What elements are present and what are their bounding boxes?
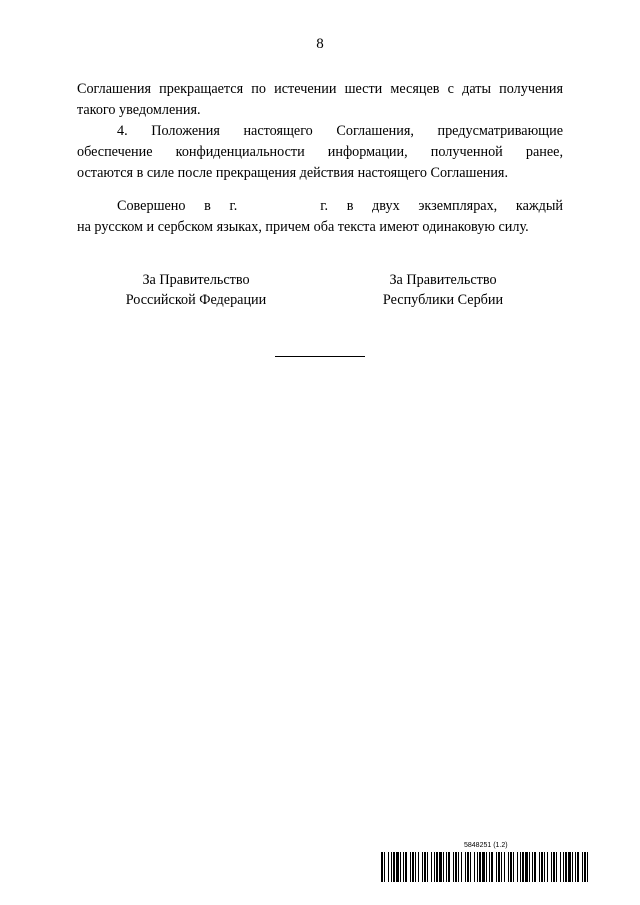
signature-russia: [108, 270, 284, 310]
signature-party: Российской Федерации: [125, 292, 267, 308]
text-line: [77, 196, 563, 217]
page-number: 8: [316, 36, 324, 52]
paragraph-done-at: [77, 196, 563, 238]
separator-line: [275, 356, 365, 357]
barcode-number: 5848251 (1.2): [464, 842, 508, 849]
signature-serbia: [355, 270, 531, 310]
paragraph-confidentiality: [77, 121, 563, 184]
signature-party: Республики Сербии: [382, 292, 504, 308]
signature-label: За Правительство: [389, 272, 497, 288]
text-line: остаются в силе после прекращения действия настоящего Соглашения.: [77, 165, 508, 181]
done-at-left: Совершено в г.: [117, 198, 238, 214]
paragraph-termination: [77, 79, 563, 121]
done-at-right: г. в двух экземплярах, каждый: [320, 198, 564, 214]
text-line: 4. Положения настоящего Соглашения, предусматривающие: [117, 123, 563, 139]
barcode: [381, 852, 589, 882]
text-line: на русском и сербском языках, причем оба текста имеют одинаковую силу.: [77, 219, 529, 235]
signature-label: За Правительство: [142, 272, 250, 288]
text-line: обеспечение конфиденциальности информации, полученной ранее,: [77, 144, 563, 160]
document-body: [77, 79, 563, 184]
text-line: Соглашения прекращается по истечении шести месяцев с даты получения: [77, 81, 563, 97]
text-line: такого уведомления.: [77, 102, 201, 118]
